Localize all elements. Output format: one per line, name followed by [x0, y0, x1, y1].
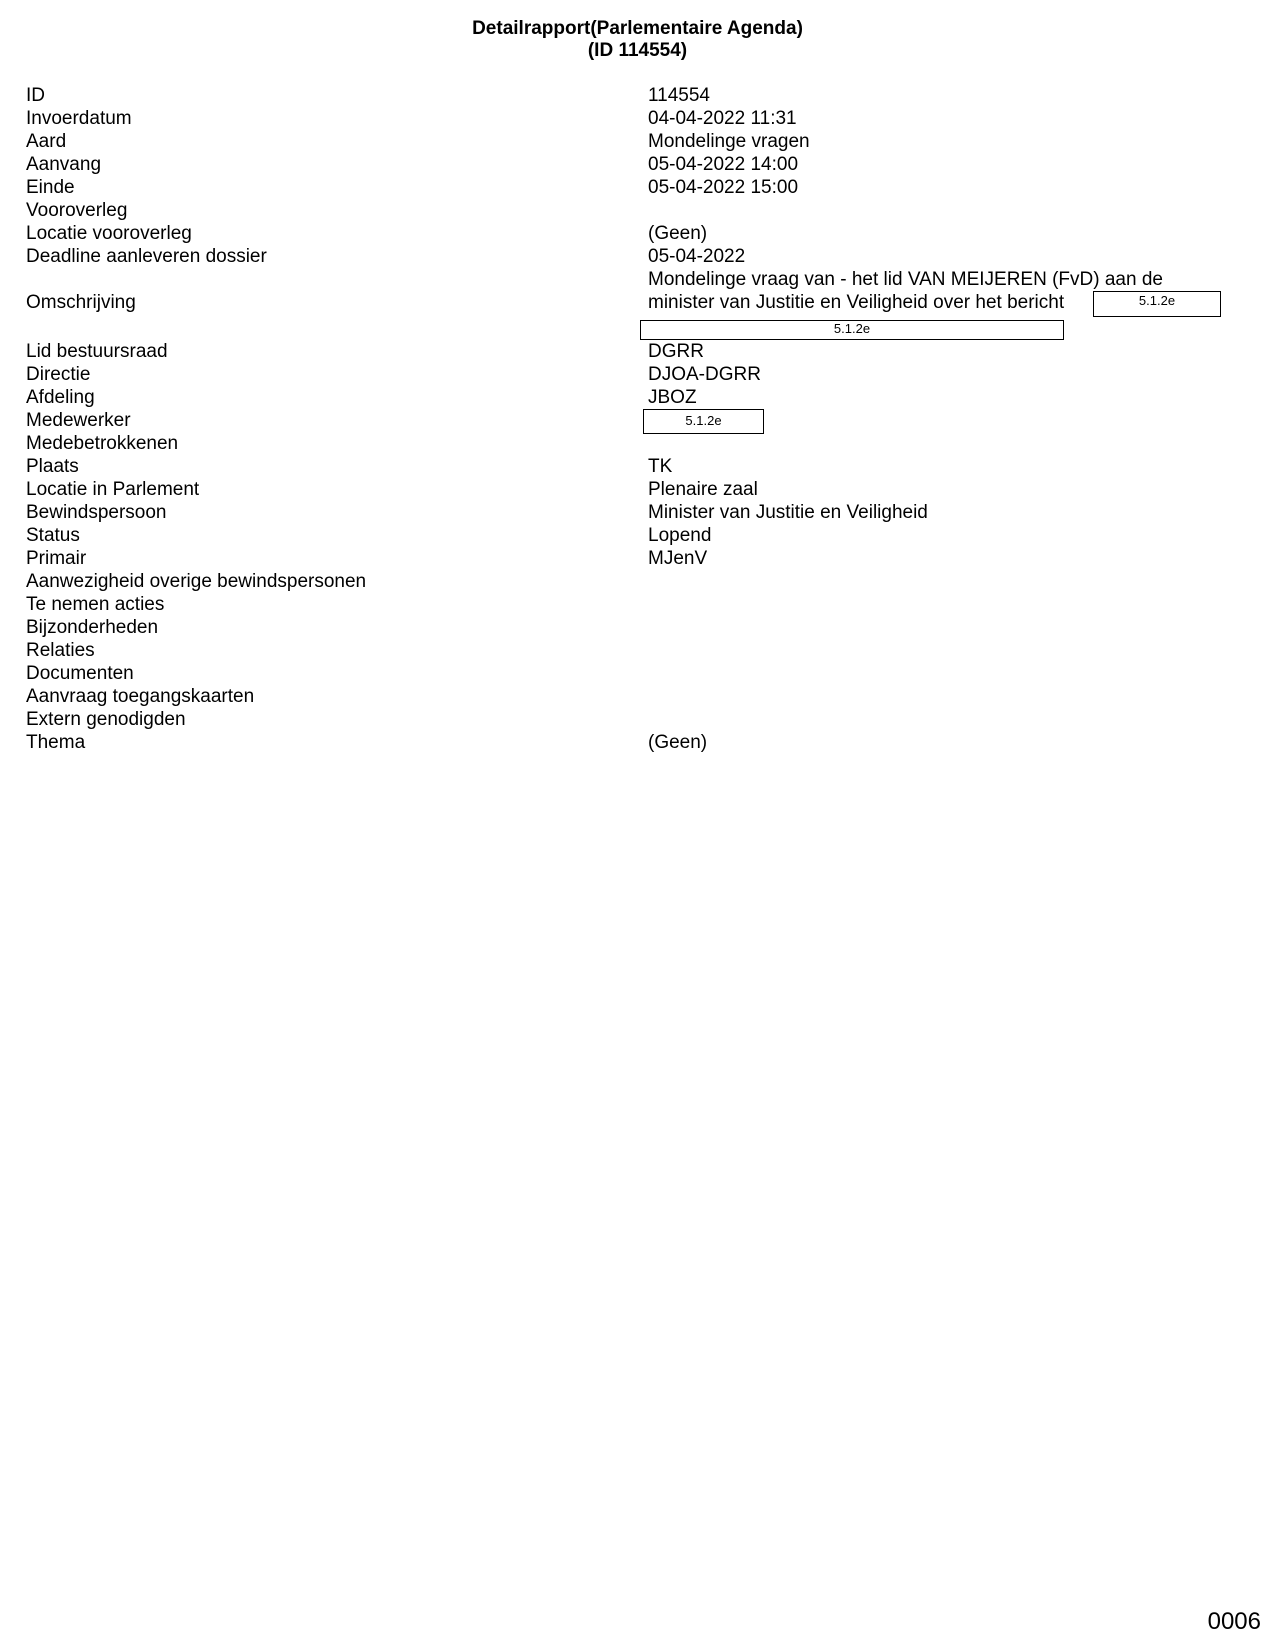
redaction-box: 5.1.2e [1093, 291, 1221, 317]
label-locatie-parlement: Locatie in Parlement [26, 479, 200, 500]
value-lid-bestuursraad: DGRR [648, 341, 704, 362]
redaction-box: 5.1.2e [643, 409, 764, 434]
redaction-box: 5.1.2e [640, 320, 1064, 340]
label-toegangskaarten: Aanvraag toegangskaarten [26, 686, 255, 707]
value-status: Lopend [648, 525, 712, 546]
value-plaats: TK [648, 456, 673, 477]
page-number: 0006 [1207, 1608, 1261, 1635]
label-directie: Directie [26, 364, 91, 385]
label-omschrijving: Omschrijving [26, 292, 136, 313]
label-primair: Primair [26, 548, 87, 569]
report-title [0, 18, 1275, 62]
value-aard: Mondelinge vragen [648, 131, 810, 152]
label-plaats: Plaats [26, 456, 79, 477]
label-afdeling: Afdeling [26, 387, 95, 408]
label-medewerker: Medewerker [26, 410, 131, 431]
label-lid-bestuursraad: Lid bestuursraad [26, 341, 168, 362]
label-id: ID [26, 85, 45, 106]
value-afdeling: JBOZ [648, 387, 697, 408]
value-aanvang: 05-04-2022 14:00 [648, 154, 799, 175]
label-deadline: Deadline aanleveren dossier [26, 246, 267, 267]
value-id: 114554 [648, 85, 710, 106]
value-einde: 05-04-2022 15:00 [648, 177, 799, 198]
label-relaties: Relaties [26, 640, 95, 661]
value-bewindspersoon: Minister van Justitie en Veiligheid [648, 502, 928, 523]
label-aanwezigheid: Aanwezigheid overige bewindspersonen [26, 571, 367, 592]
label-invoerdatum: Invoerdatum [26, 108, 132, 129]
label-status: Status [26, 525, 80, 546]
label-thema: Thema [26, 732, 86, 753]
label-bewindspersoon: Bewindspersoon [26, 502, 167, 523]
label-einde: Einde [26, 177, 75, 198]
value-omschrijving-line2: minister van Justitie en Veiligheid over het bericht [648, 292, 1065, 313]
value-thema: (Geen) [648, 732, 708, 753]
label-bijzonderheden: Bijzonderheden [26, 617, 159, 638]
report-title-line1: Detailrapport(Parlementaire Agenda) [472, 18, 803, 39]
label-aanvang: Aanvang [26, 154, 102, 175]
label-documenten: Documenten [26, 663, 134, 684]
value-directie: DJOA-DGRR [648, 364, 761, 385]
label-medebetrokkenen: Medebetrokkenen [26, 433, 179, 454]
label-locatie-vooroverleg: Locatie vooroverleg [26, 223, 192, 244]
label-genodigden: Extern genodigden [26, 709, 186, 730]
value-primair: MJenV [648, 548, 708, 569]
value-locatie-vooroverleg: (Geen) [648, 223, 708, 244]
label-vooroverleg: Vooroverleg [26, 200, 128, 221]
report-title-line2: (ID 114554) [587, 40, 688, 61]
value-deadline: 05-04-2022 [648, 246, 746, 267]
value-locatie-parlement: Plenaire zaal [648, 479, 758, 500]
label-aard: Aard [26, 131, 67, 152]
label-acties: Te nemen acties [26, 594, 165, 615]
value-omschrijving-line1: Mondelinge vraag van - het lid VAN MEIJEREN (FvD) aan de [648, 269, 1163, 290]
value-invoerdatum: 04-04-2022 11:31 [648, 108, 797, 129]
